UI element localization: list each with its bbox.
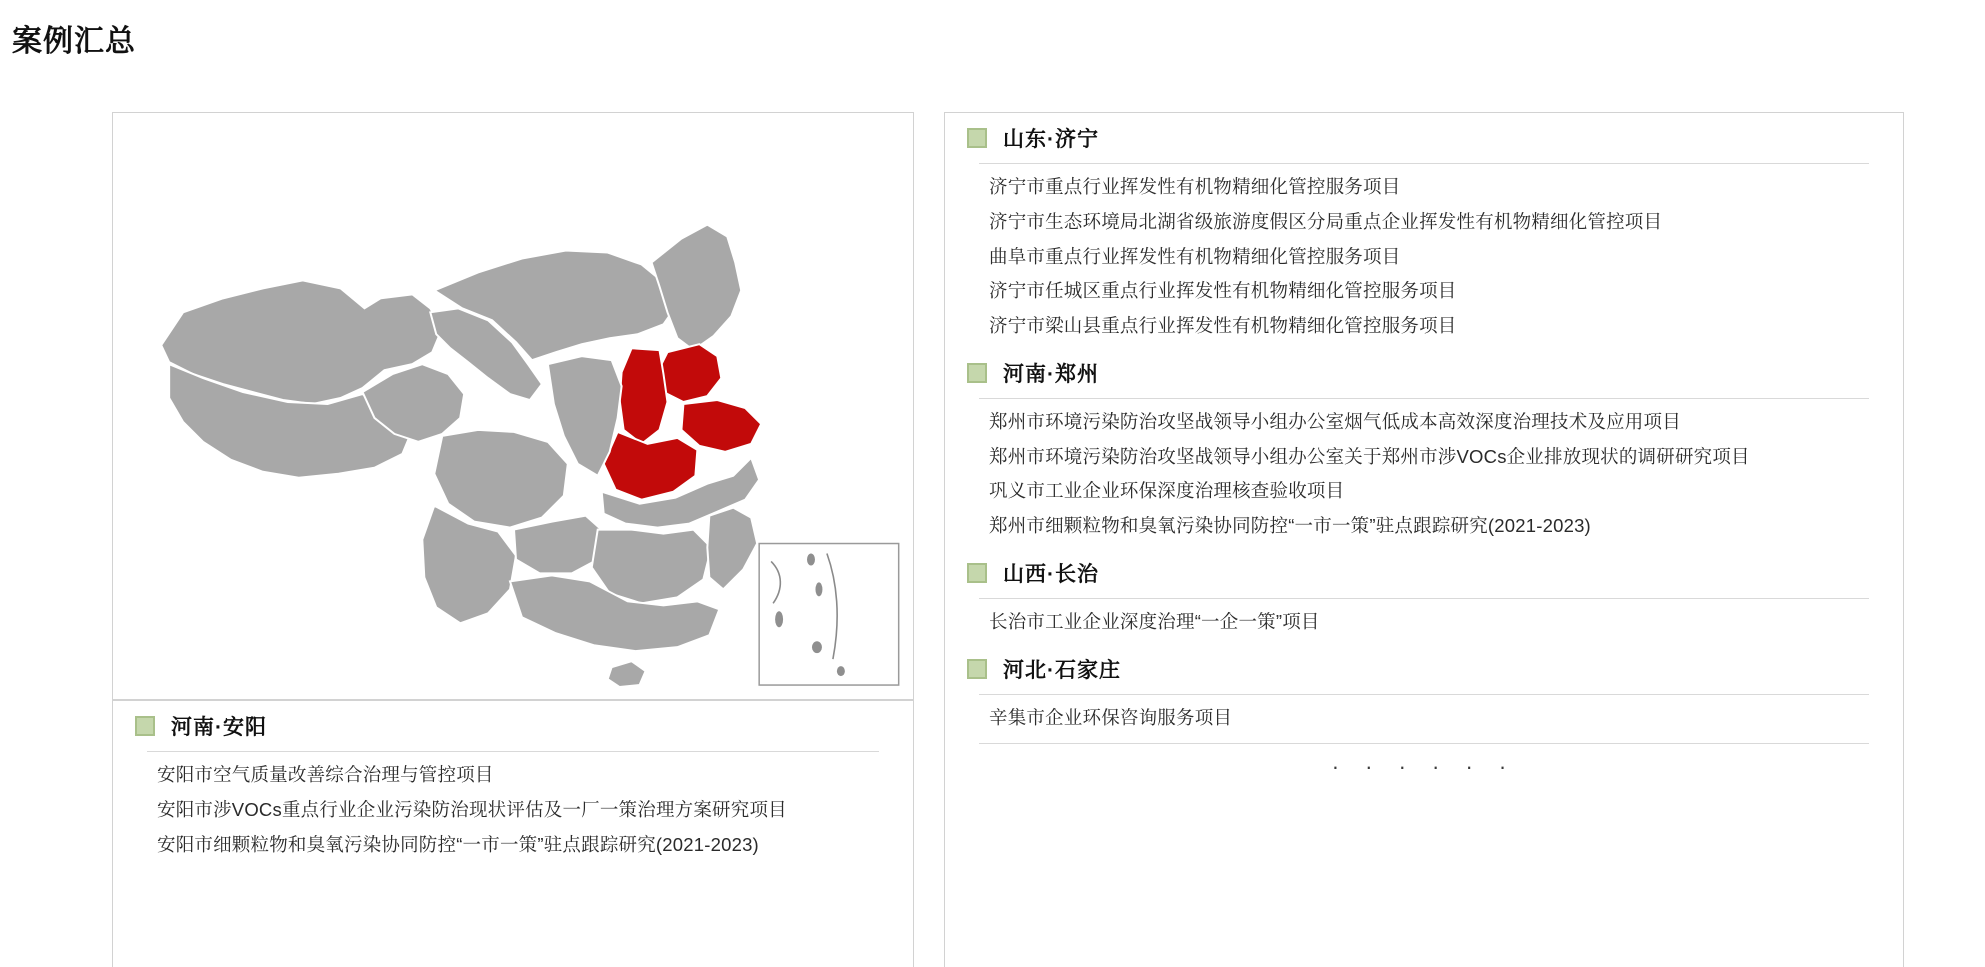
- section-marker-icon: [967, 128, 987, 148]
- list-item: 巩义市工业企业环保深度治理核查验收项目: [989, 480, 1345, 502]
- section-header-henan-anyang: [135, 701, 891, 747]
- section-shanxi-changzhi: [945, 548, 1903, 644]
- section-title: 河南·安阳: [171, 716, 267, 739]
- section-header-shandong-jining: [967, 113, 1881, 159]
- list-item: 辛集市企业环保咨询服务项目: [989, 706, 1233, 728]
- section-henan-zhengzhou: [945, 348, 1903, 548]
- section-divider: [979, 694, 1869, 695]
- section-marker-icon: [967, 563, 987, 583]
- section-marker-icon: [135, 716, 155, 736]
- china-map: [113, 113, 913, 699]
- section-hebei-shijiazhuang: [945, 644, 1903, 783]
- list-item: 郑州市环境污染防治攻坚战领导小组办公室烟气低成本高效深度治理技术及应用项目: [989, 410, 1681, 432]
- project-sections-panel: [944, 112, 1904, 967]
- section-henan-anyang: [112, 700, 914, 967]
- list-item: 安阳市涉VOCs重点行业企业污染防治现状评估及一厂一策治理方案研究项目: [157, 798, 787, 820]
- list-item: 安阳市空气质量改善综合治理与管控项目: [157, 764, 494, 785]
- page-title: 案例汇总: [12, 25, 136, 58]
- china-map-panel: [112, 112, 914, 700]
- section-title: 河北·石家庄: [1003, 658, 1121, 682]
- section-divider: [979, 598, 1869, 599]
- section-shandong-jining: [945, 113, 1903, 348]
- project-list-shandong-jining: [967, 170, 1881, 348]
- section-marker-icon: [967, 363, 987, 383]
- project-list-hebei-shijiazhuang: [967, 701, 1881, 740]
- list-item: 济宁市生态环境局北湖省级旅游度假区分局重点企业挥发性有机物精细化管控项目: [989, 210, 1663, 232]
- section-divider: [979, 398, 1869, 399]
- list-item: 济宁市任城区重点行业挥发性有机物精细化管控服务项目: [989, 280, 1457, 302]
- section-header-shanxi-changzhi: [967, 548, 1881, 594]
- section-title: 山西·长治: [1003, 562, 1099, 586]
- list-item: 济宁市重点行业挥发性有机物精细化管控服务项目: [989, 176, 1401, 197]
- list-item: 长治市工业企业深度治理“一企一策”项目: [989, 610, 1320, 632]
- section-marker-icon: [967, 659, 987, 679]
- section-header-henan-zhengzhou: [967, 348, 1881, 394]
- section-divider: [147, 751, 879, 752]
- section-title: 山东·济宁: [1003, 128, 1099, 151]
- list-item: 郑州市环境污染防治攻坚战领导小组办公室关于郑州市涉VOCs企业排放现状的调研研究项目: [989, 445, 1750, 467]
- list-item: 济宁市梁山县重点行业挥发性有机物精细化管控服务项目: [989, 315, 1457, 337]
- list-item: 曲阜市重点行业挥发性有机物精细化管控服务项目: [989, 245, 1401, 267]
- project-list-shanxi-changzhi: [967, 605, 1881, 644]
- section-header-hebei-shijiazhuang: [967, 644, 1881, 690]
- section-divider: [979, 163, 1869, 164]
- list-item: 郑州市细颗粒物和臭氧污染协同防控“一市一策”驻点跟踪研究(2021-2023): [989, 515, 1591, 537]
- section-title: 河南·郑州: [1003, 362, 1099, 386]
- list-item: 安阳市细颗粒物和臭氧污染协同防控“一市一策”驻点跟踪研究(2021-2023): [157, 833, 759, 855]
- project-list-henan-zhengzhou: [967, 405, 1881, 548]
- more-indicator: · · · · · ·: [1331, 754, 1517, 780]
- section-divider: [979, 743, 1869, 744]
- project-list-henan-anyang: [135, 758, 891, 866]
